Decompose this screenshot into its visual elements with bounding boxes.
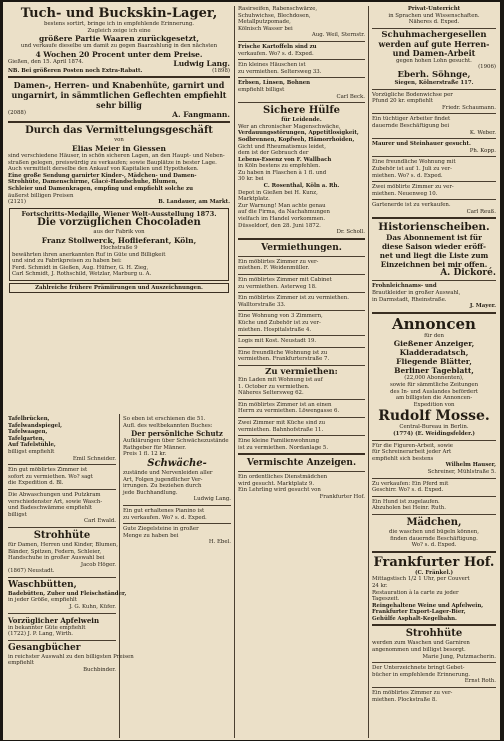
ad-line: Erbsen, Linsen, Bohnen (238, 80, 311, 87)
annoncen-line: sowie für sämmtliche Zeitungen (389, 382, 479, 389)
misc-line: für Schreinerarbeit jeder Art (372, 449, 452, 456)
divider (123, 505, 231, 506)
divider (372, 514, 496, 515)
tuch-title: Tuch- und Buckskin-Lager, (20, 6, 218, 21)
misc-line: Ein Hund ist zugelaufen. (372, 498, 440, 505)
ad-line: (1722) J. P. Lang, Wirth. (8, 631, 74, 638)
tuch-line: und verkaufe dieselbe um damit zu gegen Baarzahlung in den nächsten (20, 43, 218, 50)
divider (372, 496, 496, 497)
column-rule (368, 6, 369, 738)
divider (372, 312, 496, 314)
divider (372, 199, 496, 200)
frankfurt-line: Gehülfe Asphalt-Kegelbahn. (372, 615, 457, 622)
anz-line: wird gesucht. Marktplatz 9. (238, 480, 315, 487)
divider (372, 478, 496, 479)
ad-signer: Jacob Höger. (80, 561, 116, 568)
tuch-signer: Ludwig Lang. (173, 58, 230, 68)
ad-number: (1906) (478, 64, 496, 71)
hist-line: diese Saison wieder eröff- (381, 242, 486, 252)
ad-signer: Aug. Weil, Sternstr. (311, 32, 365, 39)
choc-footer: Zahlreiche frühere Prämiirungen und Auszeichnungen. (35, 284, 203, 291)
sichere-line: Wer an chronischer Magenschwäche, (238, 123, 341, 130)
divider (8, 527, 116, 528)
ad-signer: J. G. Kuhn, Küfer. (69, 604, 116, 611)
annoncen-line: am billigsten die Annoncen- (395, 395, 473, 402)
stroh-signer: Marie Jung, Putzmacherin. (422, 653, 496, 660)
ad-line: Preis 1 fl. 12 kr. (123, 451, 167, 458)
divider (238, 41, 365, 42)
ad-line: Tafelbrücken, (8, 416, 50, 422)
divider (372, 89, 496, 90)
ad-line: Rathgeber für Männer. (123, 444, 186, 451)
apoth-line: Düsseldorf, den 28. Juni 1872. (238, 222, 321, 229)
ad-line: für Damen, Herren und Kinder, Blumen, (8, 541, 118, 548)
strohhute-title-right: Strohhüte (405, 628, 463, 640)
ad-line: Ein gut möblirtes Zimmer ist (8, 467, 88, 474)
misc-line: Zwei möblirte Zimmer zu ver- (372, 184, 454, 191)
ad-line: billigst (8, 511, 27, 518)
ad-signer: H. Ebel. (208, 539, 231, 546)
divider (372, 687, 496, 688)
divider (8, 464, 116, 465)
soehnge-name: Eberh. Söhnge, (397, 69, 471, 80)
sichere-line: 30 kr. bei (238, 176, 264, 183)
misc-line: Abzuholen bei Heinr. Ruth. (372, 505, 446, 512)
ad-line: Gute Ziegelsteine in großer (123, 526, 199, 533)
sichere-line: Verdauungsstörungen, Appetitlosigkeit, (238, 130, 359, 137)
divider (372, 624, 496, 626)
verm-line: äußerst billigen Preisen (8, 192, 74, 199)
frankfurter-hof-sub: (C. Fränkel.) (414, 569, 454, 576)
divider (238, 256, 365, 257)
verm-line: Küche und Zubehör ist zu ver- (238, 319, 321, 326)
sichere-line: Sodbrennen, Kopfweh, Hämorrhoiden, (238, 136, 355, 143)
ad-line: Art, Folgen jugendlicher Ver- (123, 476, 203, 483)
verm-line: straßen gelegen, preiswürdig zu verkaufen; sowie Bauplätze in bester Lage. (8, 159, 217, 166)
apoth-signer: Dr. Scholl. (336, 229, 365, 236)
zuverm-line: Eine kleine Familienwohnung (238, 438, 320, 445)
zuverm-line: Näheres Seltersweg 62. (238, 390, 304, 397)
divider (238, 238, 365, 240)
misc-line: Zubehör ist auf 1. Juli zu ver- (372, 165, 452, 172)
column-left-bottom-b (123, 416, 231, 738)
verm-line: vermiethen. Frankfurterstraße 7. (238, 356, 330, 363)
divider (238, 399, 365, 400)
ad-line: verkaufen. Wo? s. d. Exped. (238, 50, 314, 57)
strohhute-title: Strohhüte (33, 529, 91, 541)
divider (372, 28, 496, 29)
frankfurt-line: 24 kr. (372, 582, 388, 589)
schutz-title: Der persönliche Schutz (131, 429, 223, 439)
ad-line: Aufklärungen über Schwächezustände (123, 438, 229, 445)
frankfurt-line: Restauration à la carte zu jeder (372, 589, 459, 596)
divider (372, 217, 496, 219)
column-left-bottom-a (8, 416, 134, 738)
choc-title: Die vorzüglichen Chocoladen (37, 217, 201, 229)
verm-line: Schleier und Damenkragen, empfing und empfiehlt solche zu (8, 185, 194, 192)
frohn-line: Frohnleichnams- und (372, 283, 437, 290)
anz-line: Ein Lehrling wird gesucht von (238, 487, 321, 494)
misc-line: Ein tüchtiger Arbeiter findet (372, 116, 451, 123)
annoncen-paper: Kladderadatsch, (399, 348, 469, 358)
divider (238, 292, 365, 293)
divider (238, 335, 365, 336)
divider (238, 77, 365, 78)
ad-line: Bänder, Spitzen, Federn, Schleier, (8, 548, 102, 555)
verm-line: zu vermiethen. Asterweg 18. (238, 283, 317, 290)
column-rule (119, 414, 120, 738)
ad-line: verschiedenster Art, sowie Wasch- (8, 498, 103, 505)
choc-maker: Franz Stollwerck, Hoflieferant, Köln, (41, 235, 197, 245)
annoncen-paper: Fliegende Blätter, (396, 357, 472, 367)
ad-line: in Sprachen und Wissenschaften. (388, 12, 480, 19)
ad-line: Ein kleines Häuschen ist (238, 62, 306, 69)
misc-signer: Ph. Kopp. (469, 147, 496, 154)
choc-line: Carl Schmidt, J. Rothschild, Wetzlar, Marburg u. A. (12, 271, 152, 278)
annoncen-line: Expedition von (413, 401, 455, 408)
annoncen-line: des In- und Auslandes befördert (390, 388, 478, 395)
misc-signer: Carl Reuß. (466, 208, 496, 215)
verm-line: Eine große Sendung garnirter Kinder-, Mädchen- und Damen- (8, 172, 197, 179)
annoncen-line: (22,000 Abonnenten), (404, 375, 464, 382)
choc-line: Ferd. Schmidt in Gießen, Aug. Hüfner, G. H. Zieg, (12, 264, 149, 271)
ad-line: empfiehlt (8, 660, 34, 667)
newspaper-page (3, 2, 500, 740)
divider (372, 156, 496, 157)
choc-line: Hochstraße 9 (100, 244, 138, 251)
zu-vermiethen-title: Zu vermiethen: (265, 366, 338, 377)
historienscheiben-title: Historienscheiben. (378, 221, 490, 234)
ad-line: billigst empfiehlt (8, 448, 55, 455)
sichere-line: dem ist der Gebrauch der (238, 150, 309, 157)
ad-line-emph: und Damen-Arbeit (392, 47, 476, 58)
waschbutten-title: Waschbütten, (8, 579, 77, 590)
ad-line: Tafelwandspiegel, (8, 422, 63, 429)
ad-line: sofort zu vermiethen. Wo? sagt (8, 473, 93, 480)
ad-line: Handschuhe in großer Auswahl bei (8, 555, 105, 562)
divider (238, 417, 365, 418)
divider (8, 121, 230, 123)
ad-line: in jeder Größe, empfiehlt (8, 597, 77, 604)
ad-signer: Buchbinder. (83, 667, 116, 674)
divider (372, 440, 496, 441)
column-rule (234, 6, 235, 738)
misc-line: empfiehlt sich bestens (372, 455, 434, 462)
ad-line: Näheres d. Exped. (408, 19, 460, 26)
stroh-line: Ein möblirtes Zimmer zu ver- (372, 690, 453, 697)
wien-title: Fortschritts-Medaille, Wiener Welt-Ausstellung 1873. (21, 209, 217, 218)
ad-line: zu verkaufen. Wo? s. d. Exped. (123, 514, 207, 521)
schuhmacher-title: Schuhmachergesellen (381, 29, 487, 40)
tuch-line: bestens sortirt, bringe ich in empfehlende Erinnerung. (44, 21, 194, 27)
ad-line: gegen hohen Lohn gesucht. (396, 57, 472, 64)
ad-line: empfiehlt billigst (238, 86, 285, 93)
misc-line: miethen. Wo? s. d. Exped. (372, 172, 443, 179)
verm-line: miethen. Hospitalstraße 4. (238, 326, 312, 333)
hist-line: Das Abonnement ist für (386, 233, 482, 243)
verm-signer: B. Landauer, am Markt. (158, 199, 230, 206)
ad-line: Auf Tafelstühle, (8, 442, 56, 449)
sichere-line: Lebens-Essenz von F. Wallbach (238, 156, 332, 163)
verm-name: Elias Meier in Giessen (72, 143, 166, 153)
hist-signer: A. Dickoré. (440, 268, 496, 279)
misc-line: Eine freundliche Wohnung mit (372, 159, 456, 166)
ad-line: Kölnisch Wasser bei (238, 25, 293, 32)
apfelwein-title: Vorzüglicher Apfelwein (8, 615, 100, 625)
verm-line: von (114, 137, 124, 144)
tuch-line-emph: 4 Wochen 20 Procent unter dem Preise. (35, 49, 203, 59)
sichere-line: in Köln bestens zu empfehlen. (238, 163, 321, 170)
verm-line: Ein möblirtes Zimmer zu ver- (238, 258, 319, 265)
stroh-line: bücher in empfehlende Erinnerung. (372, 671, 471, 678)
divider (372, 280, 496, 281)
divider (372, 113, 496, 114)
verm-line: Walltorstraße 33. (238, 301, 286, 308)
divider (238, 102, 365, 103)
anz-signer: Frankfurter Hof. (319, 494, 365, 501)
anz-line: Ein ordentliches Dienstmädchen (238, 474, 328, 481)
hist-line: Einzeichnen bei mir offen. (380, 260, 488, 270)
divider (238, 471, 365, 472)
misc-signer: K. Weber. (469, 129, 496, 136)
column-middle (238, 6, 365, 738)
column-left-top (8, 6, 230, 414)
divider (8, 577, 116, 578)
ad-line: Privat-Unterricht (407, 6, 461, 12)
annoncen-paper: Gießener Anzeiger, (393, 339, 475, 349)
apoth-line: Zur Warnung! Man achte genau (238, 202, 326, 209)
ad-line: in bekannter Güte empfiehlt (8, 624, 86, 631)
ad-line: in reichster Auswahl zu den billigsten Preisen (8, 653, 134, 660)
ad-line: Metallputzpomade, (238, 19, 291, 26)
misc-line: Zu verkaufen: Ein Pferd mit (372, 480, 449, 487)
ad-line: Badebütten, Zuber und Fleischständer, (8, 590, 127, 597)
frankfurt-line: Reingehaltene Weine und Apfelwein, (372, 602, 484, 609)
mosse-title: Rudolf Mosse. (378, 408, 490, 425)
vermiethungen-title: Vermiethungen. (261, 242, 342, 253)
ad-line: Tafelgarten, (8, 435, 45, 442)
ad-line: irrungen. Zu beziehen durch (123, 483, 202, 490)
madchen-line: Wo? s. d. Exped. (411, 542, 457, 549)
misc-line: Geschirr. Wo? s. d. Exped. (372, 487, 444, 494)
verm-line: Eine freundliche Wohnung ist zu (238, 349, 328, 356)
ad-line: und Badeschwämme empfiehlt (8, 505, 93, 512)
annoncen-paper: Berliner Tageblatt, (394, 366, 474, 376)
divider (372, 662, 496, 663)
misc-line: Gartenerde ist zu verkaufen. (372, 202, 451, 209)
apoth-line: auf die Firma, da Nachahmungen (238, 209, 330, 216)
chocolate-ad-box (9, 208, 229, 281)
divider (8, 640, 116, 641)
annoncen-line: für den (424, 332, 444, 339)
verm-line: Logis mit Kost. Neustadt 19. (238, 338, 317, 345)
vermischte-anzeigen-title: Vermischte Anzeigen. (246, 458, 357, 469)
ad-line: Schuhwichse, Blechdosen, (238, 12, 311, 19)
ad-line-emph: werden auf gute Herren- (378, 38, 490, 49)
ad-line: Aufl. des weltbekannten Buches: (123, 422, 213, 429)
verm-line: miethen. F. Weidenmüller. (238, 265, 310, 272)
zuverm-line: Ein Laden mit Wohnung ist auf (238, 376, 323, 383)
choc-line: und sind zu Fabrikpreisen zu haben bei: (12, 258, 122, 265)
zuverm-line: ist zu vermiethen. Nordanlage 5. (238, 444, 329, 451)
madchen-line: die waschen und bügeln können, (389, 528, 479, 535)
verm-line: Ein möblirtes Zimmer mit Cabinet (238, 277, 332, 283)
ad-signer: Emil Schneider. (72, 455, 116, 462)
misc-line: Schreiner, Mühlstraße 5. (427, 468, 496, 475)
damen-title: Damen-, Herren- und Knabenhüte, garnirt und ungarnirt, in sämmtlichen Geflechten empfiehlt sehr billig (11, 80, 227, 111)
damen-signer: A. Fangmann. (172, 110, 230, 120)
tuch-line-emph: größere Partie Waaren zurückgesetzt, (39, 34, 199, 44)
verm-line: sind verschiedene Häuser, in schön sicheren Lagen, an den Haupt- und Neben- (8, 152, 225, 159)
ad-line: Siegen, Kölnerstraße 117. (394, 79, 474, 86)
stroh-line: angenommen und billigst besorgt. (372, 647, 466, 654)
ad-signer: Carl Beck. (336, 93, 365, 100)
gesangbucher-title: Gesangbücher (8, 642, 81, 653)
zuverm-line: Herrn zu vermiethen. Löwengasse 6. (238, 408, 340, 415)
divider (238, 59, 365, 60)
sichere-line: C. Rosenthal, Köln a. Rh. (263, 183, 340, 190)
stroh-line: werden zum Waschen und Garniren (372, 640, 470, 647)
ad-line: zu vermiethen. Seltersweg 33. (238, 68, 322, 75)
divider (8, 489, 116, 490)
zuverm-line: 1. October zu vermiethen. (238, 383, 310, 390)
frohn-line: in Darmstadt, Rheinstraße. (372, 296, 447, 303)
misc-line: dauernde Beschäftigung bei (372, 122, 450, 129)
sichere-line: Depot in Gießen bei H. Kunz, (238, 189, 318, 196)
ad-line: zustände und Nervenleiden aller (123, 469, 213, 476)
mosse-line: Central-Bureau in Berlin. (399, 424, 469, 431)
hist-line: net und liegt die Liste zum (379, 251, 489, 261)
annoncen-title: Annoncen (392, 314, 476, 333)
sichere-line: Marktplatz. (238, 196, 270, 203)
zuverm-line: Zwei Zimmer mit Küche sind zu (238, 419, 326, 426)
divider (8, 76, 230, 78)
apoth-line: vielfach im Handel vorkommen. (238, 216, 326, 223)
frankfurt-line: Tageszeit. (372, 596, 400, 603)
sichere-line: Zu haben in Flaschen à 1 fl. und (238, 169, 327, 176)
ad-line: So eben ist erschienen die 51. (123, 416, 206, 422)
ad-line: jede Buchhandlung. (123, 489, 178, 496)
ad-signer: Carl Ewald. (83, 518, 116, 525)
ad-line: die Expedition d. Bl. (8, 480, 64, 487)
zuverm-line: Ein möblirtes Zimmer ist an einen (238, 401, 332, 408)
zuverm-line: vermiethen. Bahnhofstraße 11. (238, 426, 324, 433)
ad-line: Frische Kartoffeln sind zu (238, 43, 317, 50)
ad-line: Menge zu haben bei (123, 532, 179, 539)
stroh-signer: Ernst Roth. (464, 678, 496, 685)
divider (372, 138, 496, 139)
stroh-line: Der Unterzeichnete bringt Gebet- (372, 665, 465, 672)
madchen-title: Mädchen, (406, 516, 462, 528)
frankfurter-hof-title: Frankfurter Hof. (373, 554, 495, 570)
divider (238, 347, 365, 348)
sichere-hulfe-title: Sichere Hülfe (262, 105, 341, 117)
misc-line: Maurer und Steinhauer gesucht. (372, 141, 471, 148)
schwache-title: Schwäche- (147, 457, 207, 469)
frohn-signer: J. Mayer. (469, 303, 496, 310)
ad-line: (1867) Neustadt. (8, 568, 55, 575)
sichere-line: Gicht und Rheumatismus leidet, (238, 143, 326, 150)
misc-line: miethen. Neuenweg 10. (372, 190, 438, 197)
stroh-line: miethen. Plockstraße 8. (372, 696, 438, 703)
misc-signer: Friedr. Schaumann. (442, 104, 496, 111)
misc-line: Pfund 20 kr. empfiehlt (372, 98, 433, 105)
ad-number: (2088) (8, 110, 26, 117)
sichere-hulfe-sub: für Leidende. (281, 117, 322, 124)
divider (372, 551, 496, 553)
divider (238, 453, 365, 455)
ad-line: Die Abwaschungen und Putzkram (8, 491, 101, 498)
divider (238, 310, 365, 311)
divider (8, 613, 116, 614)
tuch-line: Zugleich zeige ich eine (87, 27, 151, 34)
divider (372, 181, 496, 182)
verm-line: Ein möblirtes Zimmer ist zu vermiethen. (238, 295, 349, 302)
madchen-line: finden dauernde Beschäftigung. (390, 535, 478, 542)
divider (123, 523, 231, 524)
verm-line: Auch vermittelt derselbe den Ankauf von Kapitalien und Hypotheken. (8, 166, 199, 173)
ad-number: (1898) (212, 67, 230, 74)
tuch-date: Gießen, den 15. April 1874. (8, 58, 84, 65)
verm-title: Durch das Vermittelungsgeschäft (25, 125, 213, 137)
mosse-line: (1774) (E. Weidingsfelder.) (393, 431, 475, 437)
column-right (372, 6, 496, 738)
ad-signer: Ludwig Lang. (193, 496, 231, 503)
tuch-footer: NB. Bei größeren Posten noch Extra-Rabatt. (8, 67, 143, 74)
misc-line: Vorzügliche Bodenwichse per (372, 91, 453, 98)
choc-line: aus der Fabrik von (93, 229, 145, 236)
choc-footer-box (9, 283, 229, 294)
divider (238, 435, 365, 436)
frankfurt-line: Mittagstisch 1/2 1 Uhr, per Couvert (372, 576, 470, 583)
misc-signer: Wilhelm Hauser, (445, 462, 496, 469)
ad-line: Ein gut erhaltenes Pianino ist (123, 507, 205, 514)
frankfurt-line: Frankfurter Export-Lager-Bier, (372, 609, 466, 616)
divider (238, 365, 365, 366)
ad-line: Rasirseifen, Rabenschwärze, (238, 6, 318, 12)
frohn-line: Brautkleider in großer Auswahl, (372, 290, 461, 297)
verm-line: Eine Wohnung von 3 Zimmern, (238, 313, 323, 320)
misc-line: Für die Figuren-Arbeit, sowie (372, 442, 453, 449)
ad-number: (2121) (8, 199, 26, 206)
ad-line: Tafelwaagen, (8, 429, 48, 436)
choc-line: bewährten ihren anerkannten Ruf in Güte und Billigkeit (12, 251, 166, 258)
verm-line: Strohhüte, Damenschirme, Glacé-Handschuhe, Blumen, (8, 179, 178, 186)
divider (238, 274, 365, 275)
